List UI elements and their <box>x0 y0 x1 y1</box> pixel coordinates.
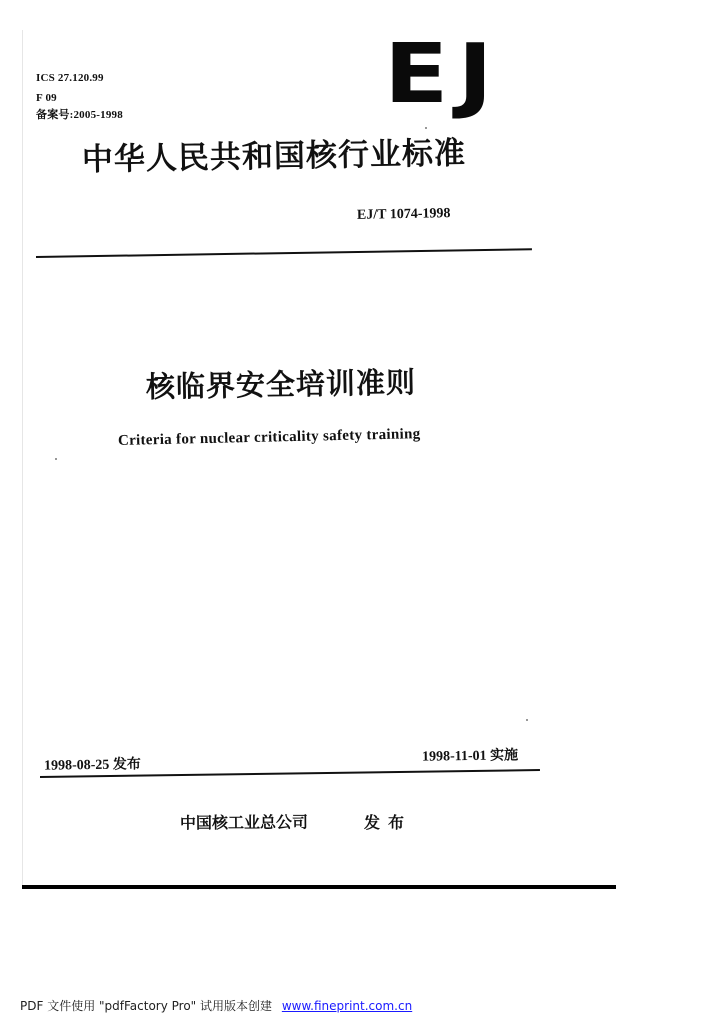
standard-organization-title: 中华人民共和国核行业标准 <box>81 135 467 178</box>
footer-text: PDF 文件使用 "pdfFactory Pro" 试用版本创建 <box>20 999 273 1013</box>
issue-date-value: 1998-08-25 <box>43 757 110 774</box>
pdf-watermark-footer <box>20 997 412 1014</box>
category-code: F 09 <box>36 92 57 104</box>
document-title-english: Criteria for nuclear criticality safety training <box>117 426 421 449</box>
scan-speck <box>425 127 427 129</box>
document-title-chinese: 核临界安全培训准则 <box>145 365 417 404</box>
ej-logo: EJ <box>384 27 502 122</box>
header-divider <box>36 248 532 258</box>
record-number: 备案号:2005-1998 <box>36 109 123 121</box>
page-bottom-rule <box>22 885 616 889</box>
scan-edge-line <box>22 30 23 886</box>
implementation-date <box>422 744 518 765</box>
footer-link[interactable]: www.fineprint.com.cn <box>281 999 413 1013</box>
scan-speck <box>55 458 57 460</box>
scan-speck <box>526 719 528 721</box>
ics-code: ICS 27.120.99 <box>36 72 104 84</box>
standard-number: EJ/T 1074-1998 <box>356 206 451 223</box>
implementation-date-value: 1998-11-01 <box>421 748 487 765</box>
implementation-label: 实施 <box>489 747 519 764</box>
publisher-action: 发布 <box>364 813 413 832</box>
publisher-name: 中国核工业总公司 <box>179 812 309 833</box>
issue-label: 发布 <box>112 756 141 773</box>
issue-date <box>44 753 141 774</box>
